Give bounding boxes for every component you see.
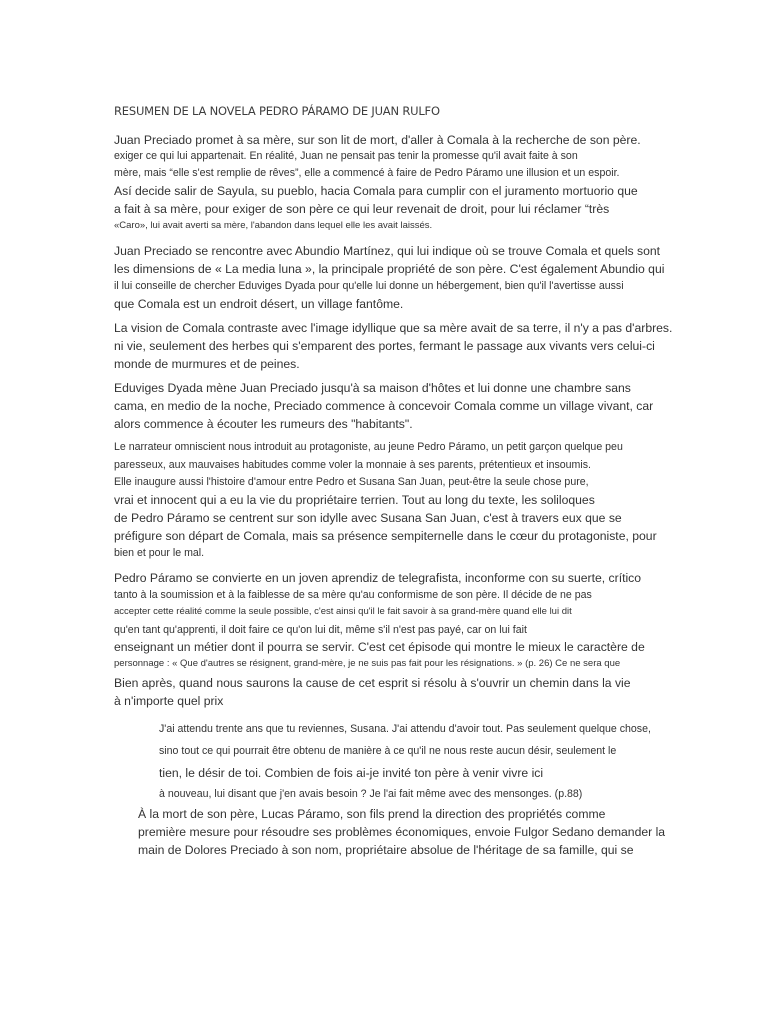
page-title: RESUMEN DE LA NOVELA PEDRO PÁRAMO DE JUAN RULFO [114, 104, 440, 118]
text-line: La vision de Comala contraste avec l'image idyllique que sa mère avait de sa terre, il n'y a pas d'arbres. [114, 321, 673, 335]
text-line: a fait à sa mère, pour exiger de son père ce qui leur revenait de droit, pour lui réclamer “très [114, 202, 610, 216]
text-line: Pedro Páramo se convierte en un joven aprendiz de telegrafista, inconforme con su suerte, crítico [114, 571, 642, 585]
text-line: il lui conseille de chercher Eduviges Dyada pour qu'elle lui donne un hébergement, bien qu'il l'avertisse aussi [114, 280, 624, 292]
text-line: Juan Preciado promet à sa mère, sur son lit de mort, d'aller à Comala à la recherche de son père. [114, 133, 641, 147]
text-line: les dimensions de « La media luna », la principale propriété de son père. C'est également Abundio qui [114, 262, 665, 276]
text-line: Bien après, quand nous saurons la cause de cet esprit si résolu à s'ouvrir un chemin dans la vie [114, 676, 631, 690]
text-line: mère, mais “elle s'est remplie de rêves”, elle a commencé à faire de Pedro Páramo une illusion et un espoir. [114, 167, 620, 179]
text-line: paresseux, aux mauvaises habitudes comme voler la monnaie à ses parents, prétentieux et insoumis. [114, 459, 591, 471]
text-line: alors commence à écouter les rumeurs des "habitants". [114, 417, 413, 431]
text-line: de Pedro Páramo se centrent sur son idylle avec Susana San Juan, c'est à travers eux que se [114, 511, 622, 525]
text-line: que Comala est un endroit désert, un village fantôme. [114, 297, 404, 311]
text-line: première mesure pour résoudre ses problèmes économiques, envoie Fulgor Sedano demander la [138, 825, 666, 839]
text-line: personnage : « Que d'autres se résignent, grand-mère, je ne suis pas fait pour les résignations. » (p. 26) Ce ne sera que [114, 658, 621, 669]
text-line: à n'importe quel prix [114, 694, 224, 708]
text-line: Elle inaugure aussi l'histoire d'amour entre Pedro et Susana San Juan, peut-être la seule chose pure, [114, 476, 589, 488]
quote-line: J'ai attendu trente ans que tu reviennes, Susana. J'ai attendu d'avoir tout. Pas seulement quelque chose, [159, 723, 651, 735]
text-line: cama, en medio de la noche, Preciado commence à concevoir Comala comme un village vivant, car [114, 399, 654, 413]
text-line: «Caro», lui avait averti sa mère, l'abandon dans lequel elle les avait laissés. [114, 220, 433, 231]
quote-line: à nouveau, lui disant que j'en avais besoin ? Je l'ai fait même avec des mensonges. (p.88) [159, 788, 583, 800]
text-line: monde de murmures et de peines. [114, 357, 300, 371]
text-line: Eduviges Dyada mène Juan Preciado jusqu'à sa maison d'hôtes et lui donne une chambre sans [114, 381, 631, 395]
text-line: Le narrateur omniscient nous introduit au protagoniste, au jeune Pedro Páramo, un petit garçon quelque peu [114, 441, 623, 453]
text-line: Juan Preciado se rencontre avec Abundio Martínez, qui lui indique où se trouve Comala et quels sont [114, 244, 661, 258]
text-line: ni vie, seulement des herbes qui s'emparent des portes, fermant le passage aux vivants vers celui-ci [114, 339, 655, 353]
text-line: Así decide salir de Sayula, su pueblo, hacia Comala para cumplir con el juramento mortuorio que [114, 184, 638, 198]
text-line: accepter cette réalité comme la seule possible, c'est ainsi qu'il le fait savoir à sa grand-mère quand elle lui dit [114, 606, 572, 617]
text-line: À la mort de son père, Lucas Páramo, son fils prend la direction des propriétés comme [138, 807, 606, 821]
text-line: enseignant un métier dont il pourra se servir. C'est cet épisode qui montre le mieux le caractère de [114, 640, 645, 654]
text-line: qu'en tant qu'apprenti, il doit faire ce qu'on lui dit, même s'il n'est pas payé, car on lui fait [114, 624, 527, 636]
text-line: bien et pour le mal. [114, 547, 205, 559]
text-line: main de Dolores Preciado à son nom, propriétaire absolue de l'héritage de sa famille, qui se [138, 843, 634, 857]
text-line: vrai et innocent qui a eu la vie du propriétaire terrien. Tout au long du texte, les soliloques [114, 493, 595, 507]
text-line: exiger ce qui lui appartenait. En réalité, Juan ne pensait pas tenir la promesse qu'il avait faite à son [114, 150, 578, 162]
text-line: préfigure son départ de Comala, mais sa présence sempiternelle dans le cœur du protagoniste, pour [114, 529, 657, 543]
quote-line: tien, le désir de toi. Combien de fois ai-je invité ton père à venir vivre ici [159, 766, 544, 780]
quote-line: sino tout ce qui pourrait être obtenu de manière à ce qu'il ne nous reste aucun désir, seulement le [159, 745, 617, 757]
text-line: tanto à la soumission et à la faiblesse de sa mère qu'au conformisme de son père. Il décide de ne pas [114, 589, 592, 601]
